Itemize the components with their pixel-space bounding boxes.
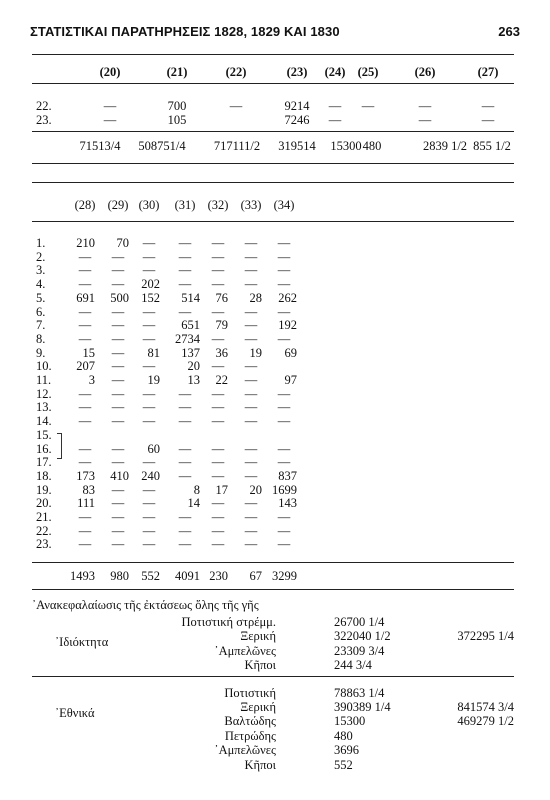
summary-item-value: 390389 1/4 — [334, 700, 391, 714]
table-cell: 700 — [167, 99, 187, 113]
total-cell: 980 — [110, 569, 129, 583]
total-cell: 67 — [249, 569, 262, 583]
total-cell: 2839 1/2 — [422, 139, 468, 153]
column-header: (24) — [324, 65, 346, 79]
table-cell: 81 — [147, 345, 160, 360]
summary-item-value: 480 — [334, 728, 353, 743]
column-header: (26) — [414, 65, 436, 79]
row-number: 23. — [36, 113, 52, 127]
table-cell: — — [142, 304, 156, 319]
table-cell: — — [277, 263, 291, 278]
table-cell: — — [111, 400, 125, 415]
summary-item-value: 78863 1/4 — [334, 685, 385, 700]
total-cell: 15300 — [330, 139, 362, 153]
table-cell: — — [78, 331, 92, 346]
table-cell: — — [78, 277, 92, 292]
table-cell: 207 — [76, 359, 95, 374]
table-cell: — — [178, 236, 192, 250]
table-cell: — — [178, 468, 192, 483]
table-cell: — — [78, 441, 92, 456]
table-cell: — — [78, 510, 92, 524]
table-cell: — — [78, 523, 92, 538]
table-cell: — — [178, 455, 192, 470]
summary-item-name: Ποτιστική — [224, 685, 276, 700]
summary-group-total: 841574 3/4 — [457, 700, 514, 714]
table-cell: — — [211, 359, 225, 374]
table1-totals-rule — [32, 131, 514, 132]
table-cell: — — [211, 441, 225, 456]
table-cell: — — [178, 523, 192, 538]
table-cell: — — [277, 386, 291, 401]
table-cell: 837 — [278, 468, 297, 483]
table-cell: — — [142, 510, 156, 524]
table-cell: — — [244, 331, 258, 346]
table-cell: — — [418, 113, 432, 127]
table-cell: — — [111, 373, 125, 387]
table-cell: 14 — [187, 496, 200, 511]
table-cell: — — [178, 400, 192, 415]
column-header: (31) — [174, 198, 196, 212]
table-cell: 192 — [278, 318, 297, 333]
summary-item-name: ᾿Αμπελῶνες — [214, 643, 276, 658]
table-cell: 79 — [215, 318, 228, 333]
column-header: (29) — [107, 198, 129, 212]
table-cell: 202 — [141, 277, 160, 292]
table-cell: 36 — [215, 345, 228, 360]
table-cell: 19 — [249, 345, 262, 360]
row-number: 7. — [36, 318, 46, 333]
row-number: 23. — [36, 537, 52, 552]
table-cell: — — [277, 523, 291, 538]
table-cell: — — [78, 304, 92, 319]
table-cell: — — [78, 537, 92, 552]
table-cell: — — [361, 99, 375, 113]
table-cell: — — [211, 236, 225, 250]
table-cell: 15 — [82, 345, 95, 360]
table-cell: 70 — [116, 236, 129, 250]
table-cell: — — [142, 523, 156, 538]
row-number: 10. — [36, 359, 52, 374]
table-cell: — — [244, 496, 258, 511]
summary-item-name: Ποτιστική στρέμμ. — [181, 615, 276, 629]
summary-item-name: Κῆποι — [244, 757, 276, 772]
table-cell: — — [78, 414, 92, 429]
total-cell: 480 — [362, 139, 382, 153]
table-cell: — — [142, 236, 156, 250]
table2-top-rule — [32, 182, 514, 183]
summary-divider — [32, 676, 514, 677]
table-cell: — — [244, 468, 258, 483]
table-cell: 2734 — [175, 331, 200, 346]
table-cell: 13 — [187, 373, 200, 387]
table-cell: — — [211, 400, 225, 415]
row-number: 9. — [36, 345, 46, 360]
table-cell: — — [178, 537, 192, 552]
total-cell: 230 — [209, 569, 228, 583]
table-cell: — — [78, 263, 92, 278]
row-number: 8. — [36, 331, 46, 346]
table-cell: 22 — [215, 373, 228, 387]
table-cell: — — [103, 99, 117, 113]
row-number: 5. — [36, 290, 46, 305]
table-cell: 152 — [141, 290, 160, 305]
table-cell: — — [277, 400, 291, 415]
table-cell: — — [78, 318, 92, 333]
total-cell: 855 1/2 — [473, 139, 511, 153]
table-cell: — — [229, 99, 243, 113]
table1-header-rule — [32, 83, 514, 84]
table-cell: — — [211, 414, 225, 429]
column-header: (34) — [273, 198, 295, 212]
table-cell: — — [211, 510, 225, 524]
table-cell: — — [244, 414, 258, 429]
column-header: (30) — [138, 198, 160, 212]
table-cell: — — [111, 496, 125, 511]
row-number: 20. — [36, 496, 52, 511]
table-cell: — — [111, 510, 125, 524]
table-cell: 83 — [82, 482, 95, 497]
summary-item-value: 23309 3/4 — [334, 643, 385, 658]
table-cell: — — [178, 510, 192, 524]
table-cell: — — [328, 113, 342, 127]
table-cell: 210 — [76, 236, 95, 250]
table2-header-rule — [32, 221, 514, 222]
table-cell: 28 — [249, 290, 262, 305]
total-cell: 319514 — [278, 139, 316, 153]
table-cell: — — [111, 249, 125, 264]
table-cell: — — [277, 236, 291, 250]
table-cell: — — [78, 455, 92, 470]
table-cell: — — [211, 277, 225, 292]
table-cell: — — [418, 99, 432, 113]
summary-item-name: Κῆποι — [244, 658, 276, 673]
total-cell: 71513/4 — [79, 139, 121, 153]
table-cell: — — [142, 455, 156, 470]
summary-item-name: Πετρώδης — [224, 728, 276, 743]
table-cell: — — [178, 249, 192, 264]
table-cell: — — [244, 400, 258, 415]
table-cell: — — [244, 537, 258, 552]
table-cell: 8 — [193, 482, 200, 497]
table-cell: — — [211, 263, 225, 278]
table-cell: — — [78, 400, 92, 415]
row-number: 11. — [36, 373, 52, 387]
table2-bottom-rule — [32, 589, 514, 590]
table-cell: — — [111, 386, 125, 401]
row-number: 19. — [36, 482, 52, 497]
table-cell: — — [111, 304, 125, 319]
table-cell: — — [142, 386, 156, 401]
table-cell: — — [111, 482, 125, 497]
column-header: (25) — [357, 65, 379, 79]
summary-item-value: 322040 1/2 — [334, 629, 391, 644]
summary-item-value: 3696 — [334, 743, 359, 758]
summary-item-name: Ξερική — [240, 629, 276, 644]
running-header — [30, 24, 520, 44]
table-cell: — — [244, 373, 258, 387]
table-cell: — — [178, 277, 192, 292]
table-cell: — — [111, 318, 125, 333]
table-cell: — — [178, 414, 192, 429]
table-cell: — — [277, 414, 291, 429]
row-number: 6. — [36, 304, 46, 319]
table-cell: — — [142, 400, 156, 415]
table-cell: — — [142, 318, 156, 333]
total-cell: 508751/4 — [138, 139, 186, 153]
column-header: (33) — [240, 198, 262, 212]
column-header: (20) — [99, 65, 121, 79]
row-brace — [57, 433, 62, 459]
table-cell: 60 — [147, 441, 160, 456]
row-number: 12. — [36, 386, 52, 401]
table-cell: — — [111, 441, 125, 456]
summary-item-value: 15300 — [334, 714, 366, 729]
table-cell: — — [277, 249, 291, 264]
row-number: 14. — [36, 414, 52, 429]
table-cell: 7246 — [284, 113, 310, 127]
summary-heading: ᾿Ανακεφαλαίωσις τῆς ἐκτάσεως ὅλης τῆς γῆς — [32, 598, 259, 612]
table-cell: — — [111, 345, 125, 360]
table-cell: 17 — [215, 482, 228, 497]
table-cell: — — [244, 441, 258, 456]
table-cell: — — [481, 99, 495, 113]
column-header: (32) — [207, 198, 229, 212]
table-cell: 262 — [278, 290, 297, 305]
summary-item-name: ᾿Αμπελῶνες — [214, 743, 276, 758]
table-cell: — — [103, 113, 117, 127]
table-cell: — — [111, 359, 125, 374]
table-cell: 514 — [181, 290, 200, 305]
table-cell: — — [142, 414, 156, 429]
table-cell: 500 — [110, 290, 129, 305]
summary-group-label: ᾿Ιδιόκτητα — [55, 635, 109, 650]
summary-group-total: 372295 1/4 — [457, 629, 514, 644]
row-number: 22. — [36, 523, 52, 538]
table1-bottom-rule — [32, 163, 514, 164]
table-cell: — — [178, 441, 192, 456]
total-cell: 1493 — [70, 569, 95, 583]
table-cell: 69 — [284, 345, 297, 360]
column-header: (21) — [166, 65, 188, 79]
table-cell: 240 — [141, 468, 160, 483]
table1-top-rule — [32, 54, 514, 55]
summary-item-name: Βαλτώδης — [224, 714, 276, 729]
table-cell: 20 — [249, 482, 262, 497]
table-cell: — — [481, 113, 495, 127]
table-cell: — — [244, 510, 258, 524]
table-cell: — — [277, 510, 291, 524]
table-cell: — — [244, 304, 258, 319]
summary-item-value: 244 3/4 — [334, 658, 372, 673]
row-number: 13. — [36, 400, 52, 415]
total-cell: 3299 — [272, 569, 297, 583]
table-cell: — — [277, 455, 291, 470]
row-number: 16. — [36, 441, 52, 456]
table-cell: 3 — [88, 373, 95, 387]
table-cell: — — [142, 496, 156, 511]
row-number: 4. — [36, 277, 46, 292]
table-cell: — — [111, 414, 125, 429]
table-cell: — — [178, 263, 192, 278]
table-cell: — — [277, 304, 291, 319]
summary-item-name: Ξερική — [240, 700, 276, 714]
table-cell: — — [244, 236, 258, 250]
table-cell: — — [244, 318, 258, 333]
table-cell: 105 — [167, 113, 187, 127]
table-cell: — — [111, 455, 125, 470]
table-cell: — — [277, 277, 291, 292]
table-cell: — — [211, 304, 225, 319]
row-number: 21. — [36, 510, 52, 524]
table-cell: — — [178, 304, 192, 319]
table-cell: — — [244, 263, 258, 278]
table-cell: — — [142, 482, 156, 497]
table-cell: 173 — [76, 468, 95, 483]
table-cell: 137 — [181, 345, 200, 360]
table-cell: 97 — [284, 373, 297, 387]
row-number: 1. — [36, 236, 46, 250]
table-cell: — — [211, 331, 225, 346]
table-cell: — — [211, 523, 225, 538]
table-cell: — — [178, 386, 192, 401]
summary-item-value: 26700 1/4 — [334, 615, 385, 629]
table-cell: — — [111, 537, 125, 552]
table-cell: 111 — [77, 496, 95, 511]
table-cell: 143 — [278, 496, 297, 511]
table-cell: — — [328, 99, 342, 113]
page-number: 263 — [498, 24, 520, 39]
total-cell: 4091 — [175, 569, 200, 583]
table-cell: — — [142, 263, 156, 278]
table-cell: — — [111, 523, 125, 538]
table-cell: — — [244, 455, 258, 470]
summary-group-label: ᾿Εθνικά — [55, 706, 95, 720]
row-number: 3. — [36, 263, 46, 278]
table2-totals-rule — [32, 562, 514, 563]
table-cell: 410 — [110, 468, 129, 483]
table-cell: 20 — [187, 359, 200, 374]
table-cell: — — [244, 359, 258, 374]
table-cell: — — [277, 331, 291, 346]
row-number: 17. — [36, 455, 52, 470]
table-cell: — — [277, 537, 291, 552]
table-cell: — — [244, 249, 258, 264]
table-cell: — — [111, 263, 125, 278]
table-cell: 19 — [147, 373, 160, 387]
row-number: 22. — [36, 99, 52, 113]
table-cell: — — [78, 249, 92, 264]
total-cell: 552 — [141, 569, 160, 583]
table-cell: — — [142, 249, 156, 264]
row-number: 18. — [36, 468, 52, 483]
table-cell: 691 — [76, 290, 95, 305]
column-header: (23) — [286, 65, 308, 79]
table-cell: — — [142, 331, 156, 346]
table-cell: — — [111, 331, 125, 346]
table-cell: 9214 — [284, 99, 310, 113]
table-cell: 76 — [215, 290, 228, 305]
table-cell: — — [142, 359, 156, 374]
table-cell: — — [211, 249, 225, 264]
column-header: (27) — [477, 65, 499, 79]
table-cell: — — [211, 455, 225, 470]
summary-item-value: 552 — [334, 757, 353, 772]
table-cell: — — [277, 441, 291, 456]
table-cell: — — [211, 468, 225, 483]
column-header: (28) — [74, 198, 96, 212]
table-cell: — — [211, 537, 225, 552]
table-cell: — — [211, 386, 225, 401]
table-cell: — — [142, 537, 156, 552]
row-number: 2. — [36, 249, 46, 264]
table-cell: — — [244, 386, 258, 401]
table-cell: 651 — [181, 318, 200, 333]
table-cell: 1699 — [272, 482, 297, 497]
table-cell: — — [211, 496, 225, 511]
table-cell: — — [244, 277, 258, 292]
summary-group-total: 469279 1/2 — [457, 714, 514, 729]
table-cell: — — [244, 523, 258, 538]
table-cell: — — [78, 386, 92, 401]
row-number: 15. — [36, 427, 52, 442]
column-header: (22) — [225, 65, 247, 79]
page-title: ΣΤΑΤΙΣΤΙΚΑΙ ΠΑΡΑΤΗΡΗΣΕΙΣ 1828, 1829 ΚΑΙ 1830 — [30, 24, 340, 39]
total-cell: 717111/2 — [213, 139, 261, 153]
table-cell: — — [111, 277, 125, 292]
